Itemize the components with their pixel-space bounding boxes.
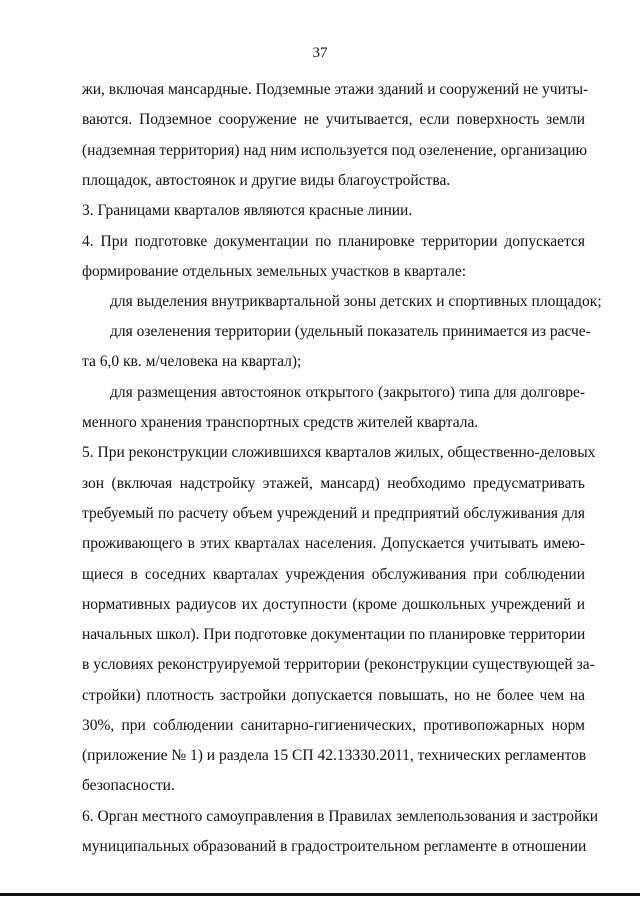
text-line: требуемый по расчету объем учреждений и предприятий обслуживания для xyxy=(82,505,585,522)
text-line: 4. При подготовке документации по планировке территории допускается xyxy=(82,233,585,250)
text-line: та 6,0 кв. м/человека на квартал); xyxy=(82,353,302,370)
text-line: щиеся в соседних кварталах учреждения обслуживания при соблюдении xyxy=(82,566,585,583)
text-line: 3. Границами кварталов являются красные линии. xyxy=(82,202,413,219)
text-line: для размещения автостоянок открытого (закрытого) типа для долговре- xyxy=(110,384,585,401)
text-line: безопасности. xyxy=(82,777,175,794)
page-number: 37 xyxy=(312,45,328,61)
text-line: менного хранения транспортных средств жителей квартала. xyxy=(82,414,479,431)
text-line: в условиях реконструируемой территории (реконструкции существующей за- xyxy=(82,656,595,673)
text-line: стройки) плотность застройки допускается повышать, но не более чем на xyxy=(82,687,585,704)
text-line: для выделения внутриквартальной зоны детских и спортивных площадок; xyxy=(110,293,602,310)
text-line: жи, включая мансардные. Подземные этажи зданий и сооружений не учиты- xyxy=(82,81,589,98)
text-line: нормативных радиусов их доступности (кроме дошкольных учреждений и xyxy=(82,596,585,613)
text-line: зон (включая надстройку этажей, мансард) необходимо предусматривать xyxy=(82,475,585,492)
text-line: 30%, при соблюдении санитарно-гигиенических, противопожарных норм xyxy=(82,717,585,734)
text-line: 6. Орган местного самоуправления в Правилах землепользования и застройки xyxy=(82,808,599,825)
text-line: 5. При реконструкции сложившихся кварталов жилых, общественно-деловых xyxy=(82,444,596,461)
text-line: (приложение № 1) и раздела 15 СП 42.13330.2011, технических регламентов xyxy=(82,747,587,764)
text-line: ваются. Подземное сооружение не учитывается, если поверхность земли xyxy=(82,111,585,128)
text-line: площадок, автостоянок и другие виды благоустройства. xyxy=(82,172,451,189)
text-line: муниципальных образований в градостроительном регламенте в отношении xyxy=(82,838,587,855)
text-line: начальных школ). При подготовке документации по планировке территории xyxy=(82,626,586,643)
text-line: формирование отдельных земельных участков в квартале: xyxy=(82,263,467,280)
text-line: (надземная территория) над ним используется под озеленение, организацию xyxy=(82,142,588,159)
text-line: проживающего в этих кварталах населения. Допускается учитывать имею- xyxy=(82,535,585,552)
text-line: для озеленения территории (удельный показатель принимается из расче- xyxy=(110,323,591,340)
page-bottom-rule xyxy=(0,893,640,896)
